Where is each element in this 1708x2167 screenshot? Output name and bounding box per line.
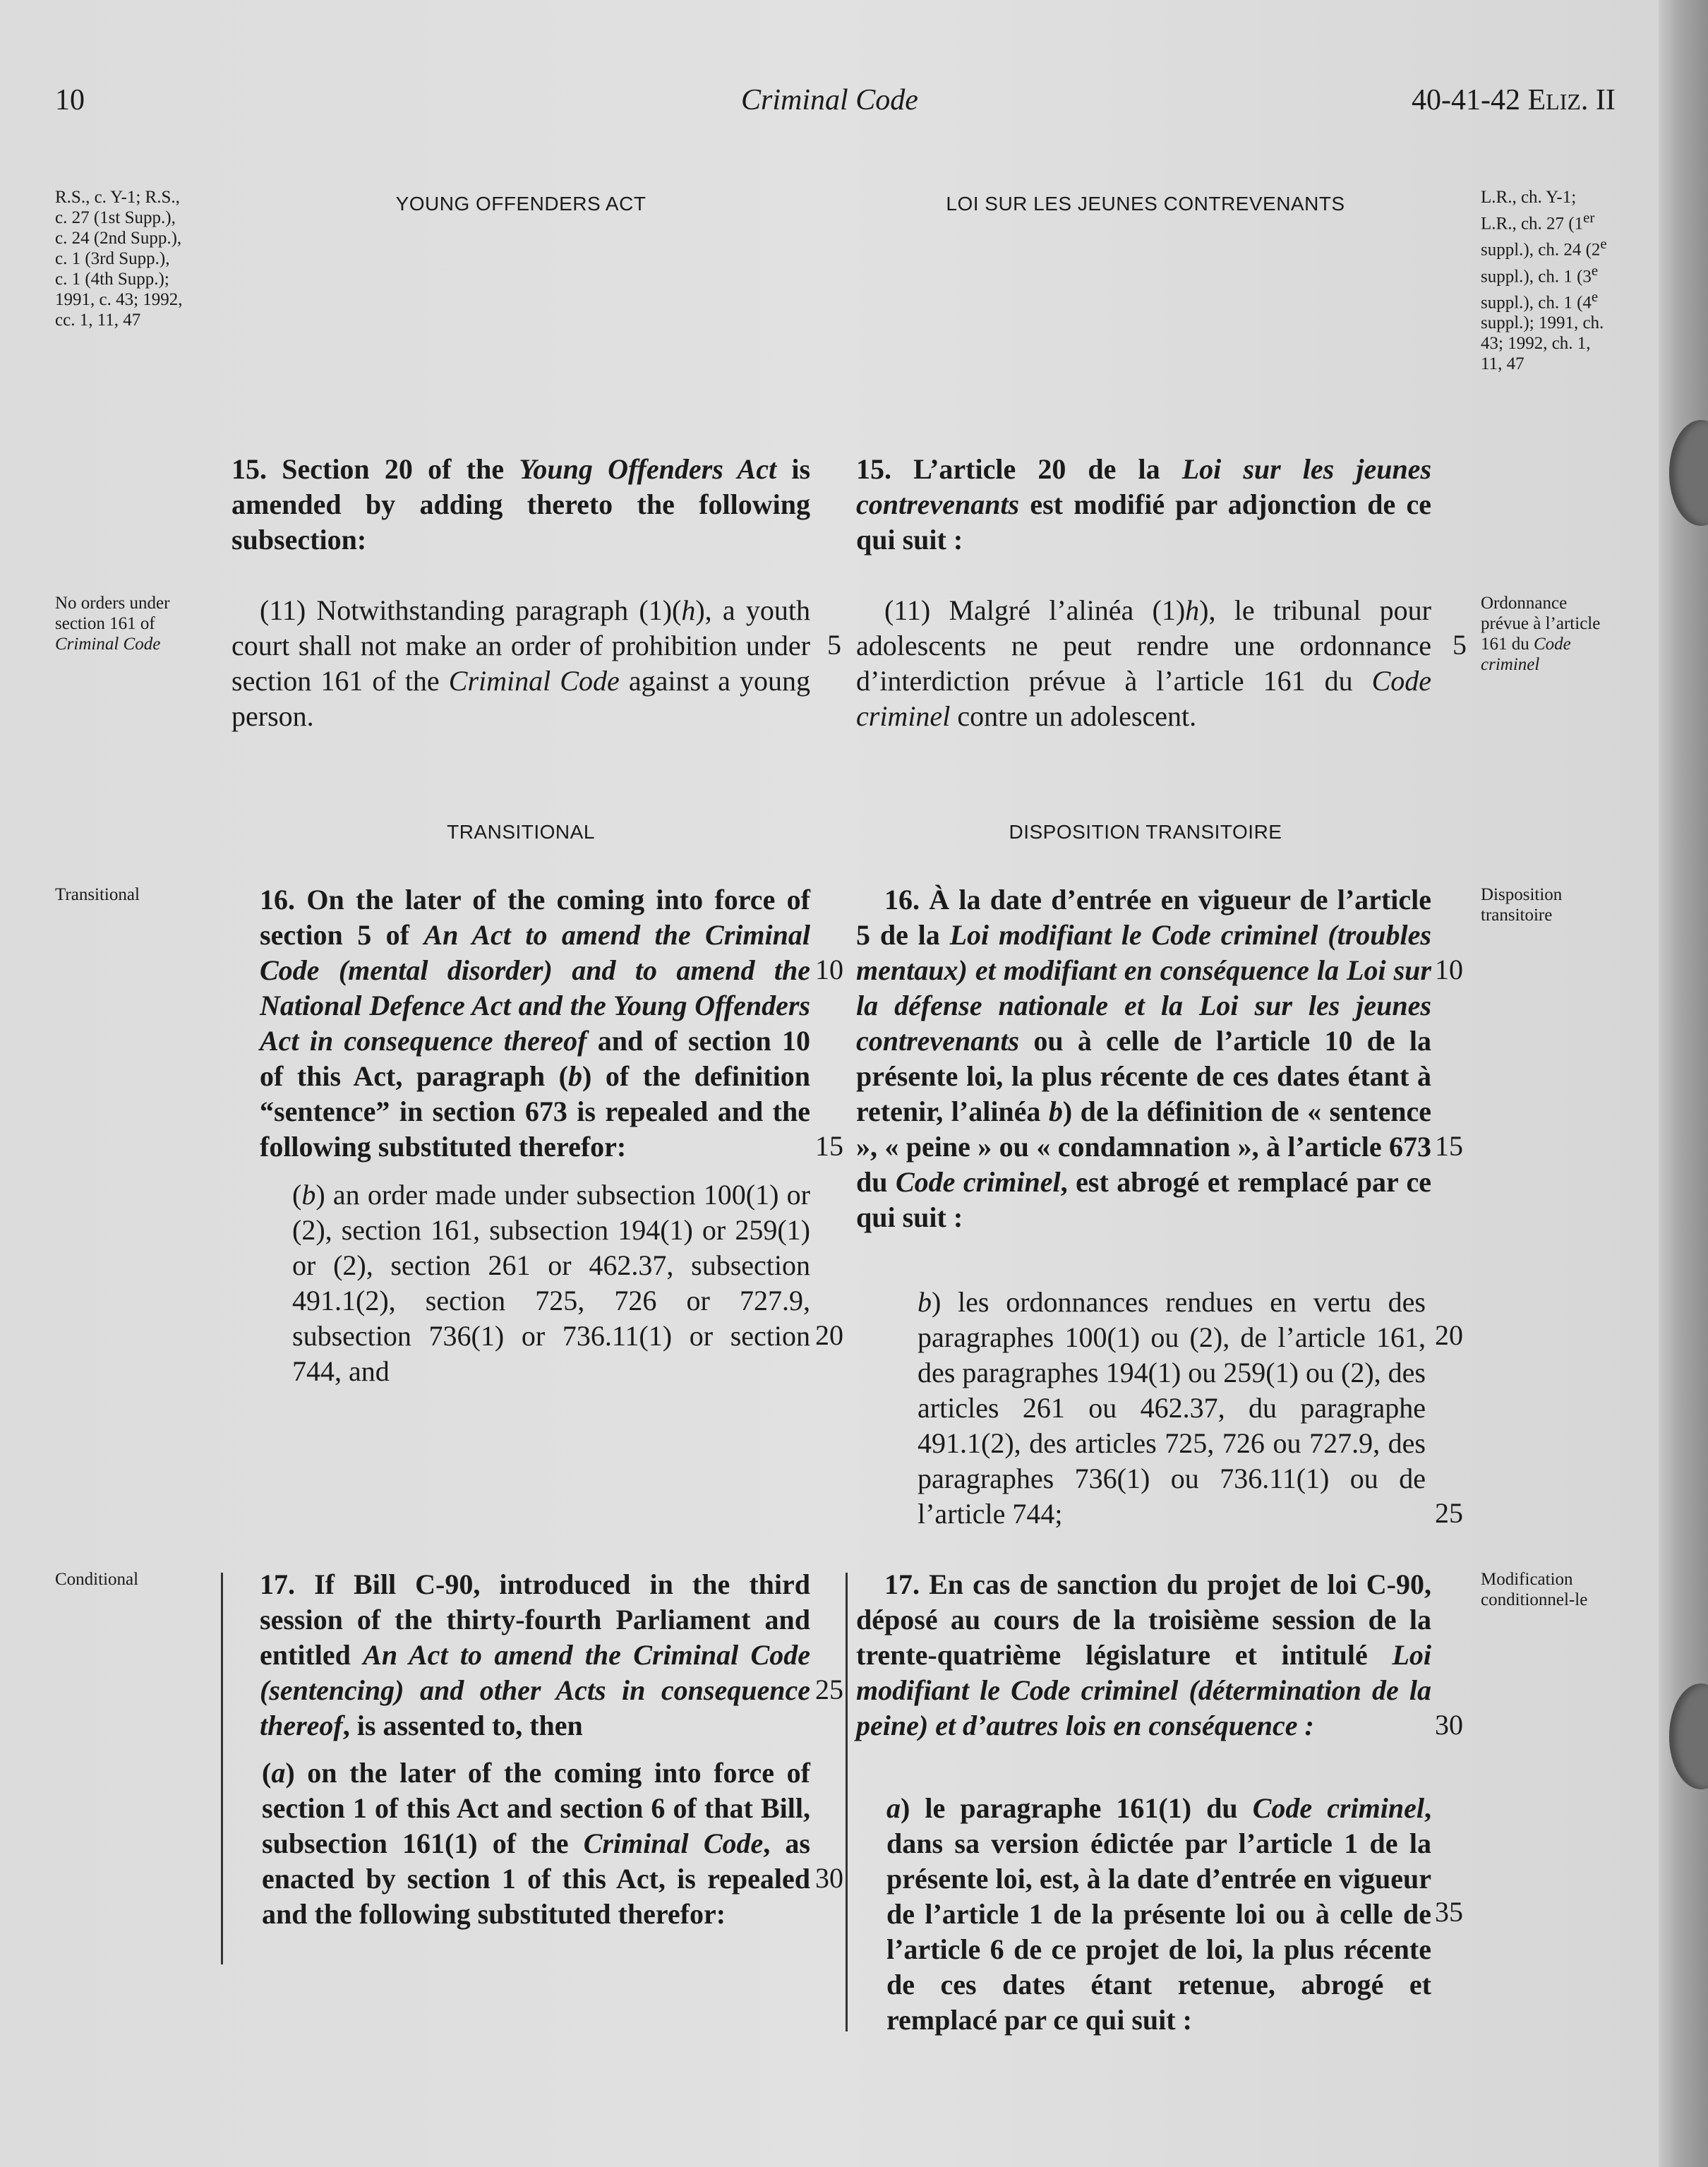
margin-note-disposition: Disposition transitoire (1481, 885, 1563, 925)
heading-loi-jeunes-contrevenants: LOI SUR LES JEUNES CONTREVENANTS (946, 193, 1345, 215)
page-number: 10 (55, 84, 85, 116)
line-number: 5 (1453, 629, 1467, 661)
fr-section-17: 17. En cas de sanction du projet de loi C-90, déposé au cours de la troisième session de la trente-quatrième législature et intitulé Loi modifiant le Code criminel (détermination de la peine) et d’autres lois en conséquence : (856, 1568, 1431, 1741)
fr-paragraph-16-b: b) les ordonnances rendues en vertu des paragraphes 100(1) ou (2), de l’article 161, des paragraphes 194(1) ou 259(1) ou (2), des articles 261 ou 462.37, du paragraphe 491.1(2), des articles 725, 726 ou 727.9, des paragraphes 736(1) ou 736.11(1) ou de l’article 744; (918, 1286, 1426, 1530)
margin-note-statute-refs: R.S., c. Y-1; R.S., c. 27 (1st Supp.), c. 24 (2nd Supp.), c. 1 (3rd Supp.), c. 1 (4th Supp.); 1991, c. 43; 1992, cc. 1, 11, 47 (55, 188, 183, 330)
fr-change-bar (846, 1573, 848, 2031)
margin-note-lr-refs: L.R., ch. Y-1; L.R., ch. 27 (1er suppl.), ch. 24 (2e suppl.), ch. 1 (3e suppl.), ch. 1 (4e suppl.); 1991, ch. 43; 1992, ch. 1, 11, 47 (1481, 188, 1607, 374)
fr-section-15: 15. L’article 20 de la Loi sur les jeunes contrevenants est modifié par adjonction de ce qui suit : (856, 453, 1432, 556)
heading-disposition-transitoire: DISPOSITION TRANSITOIRE (1009, 821, 1282, 843)
margin-note-modification: Modification conditionnel-le (1481, 1570, 1588, 1609)
line-number: 20 (815, 1319, 843, 1351)
en-section-15: 15. Section 20 of the Young Offenders Act is amended by adding thereto the following subsection: (231, 453, 811, 556)
fr-subsection-15-11: (11) Malgré l’alinéa (1)h), le tribunal pour adolescents ne peut rendre une ordonnance d’interdiction prévue à l’article 161 du Code criminel contre un adolescent. (856, 594, 1432, 732)
running-title: Criminal Code (741, 84, 918, 116)
line-number: 15 (1435, 1130, 1463, 1162)
line-number: 25 (1435, 1497, 1463, 1529)
en-section-16: 16. On the later of the coming into force of section 5 of An Act to amend the Criminal Code (mental disorder) and to amend the National Defence Act and the Young Offenders Act in consequence thereof and of section 10 of this Act, paragraph (b) of the definition “sentence” in section 673 is repealed and the following substituted therefor: (260, 884, 811, 1163)
line-number: 20 (1435, 1319, 1463, 1351)
line-number: 5 (827, 629, 841, 661)
fr-paragraph-17-a: a) le paragraphe 161(1) du Code criminel, dans sa version édictée par l’article 1 de la présente loi, est, à la date d’entrée en vigueur de l’article 1 de la présente loi ou à celle de l’article 6 de ce projet de loi, la plus récente de ces dates étant retenue, abrogé et remplacé par ce qui suit : (886, 1792, 1431, 2036)
line-number: 30 (815, 1862, 843, 1894)
line-number: 30 (1435, 1709, 1463, 1741)
line-number: 35 (1435, 1896, 1463, 1928)
fr-section-16: 16. À la date d’entrée en vigueur de l’article 5 de la Loi modifiant le Code criminel (troubles mentaux) et modifiant en conséquence la Loi sur la défense nationale et la Loi sur les jeunes contrevenants ou à celle de l’article 10 de la présente loi, la plus récente de ces dates étant à retenir, l’alinéa b) de la définition de « sentence », « peine » ou « condamnation », à l’article 673 du Code criminel, est abrogé et remplacé par ce qui suit : (856, 884, 1431, 1233)
session-reference: 40-41-42 ELIZ. II (1412, 84, 1616, 116)
margin-note-conditional: Conditional (55, 1570, 139, 1589)
margin-note-transitional: Transitional (55, 885, 140, 904)
en-change-bar (221, 1573, 223, 1964)
en-paragraph-17-a: (a) on the later of the coming into force of section 1 of this Act and section 6 of that Bill, subsection 161(1) of the Criminal Code, as enacted by section 1 of this Act, is repealed and the following substituted therefor: (262, 1757, 810, 1930)
line-number: 25 (815, 1674, 843, 1705)
line-number: 15 (815, 1130, 843, 1162)
heading-young-offenders-act: YOUNG OFFENDERS ACT (395, 193, 646, 215)
margin-note-no-orders: No orders under section 161 of Criminal Code (55, 594, 170, 654)
margin-note-ordonnance: Ordonnance prévue à l’article 161 du Code criminel (1481, 594, 1601, 674)
en-subsection-15-11: (11) Notwithstanding paragraph (1)(h), a youth court shall not make an order of prohibition under section 161 of the Criminal Code against a young person. (231, 594, 811, 732)
line-number: 10 (815, 954, 843, 985)
en-section-17: 17. If Bill C-90, introduced in the third session of the thirty-fourth Parliament and entitled An Act to amend the Criminal Code (sentencing) and other Acts in consequence thereof, is assented to, then (260, 1568, 810, 1741)
page-edge (1659, 0, 1708, 2167)
line-number: 10 (1435, 954, 1463, 985)
en-paragraph-16-b: (b) an order made under subsection 100(1) or (2), section 161, subsection 194(1) or 259(1) or (2), section 261 or 462.37, subsection 491.1(2), section 725, 726 or 727.9, subsection 736(1) or 736.11(1) or section 744, and (292, 1179, 810, 1387)
heading-transitional: TRANSITIONAL (447, 821, 595, 843)
